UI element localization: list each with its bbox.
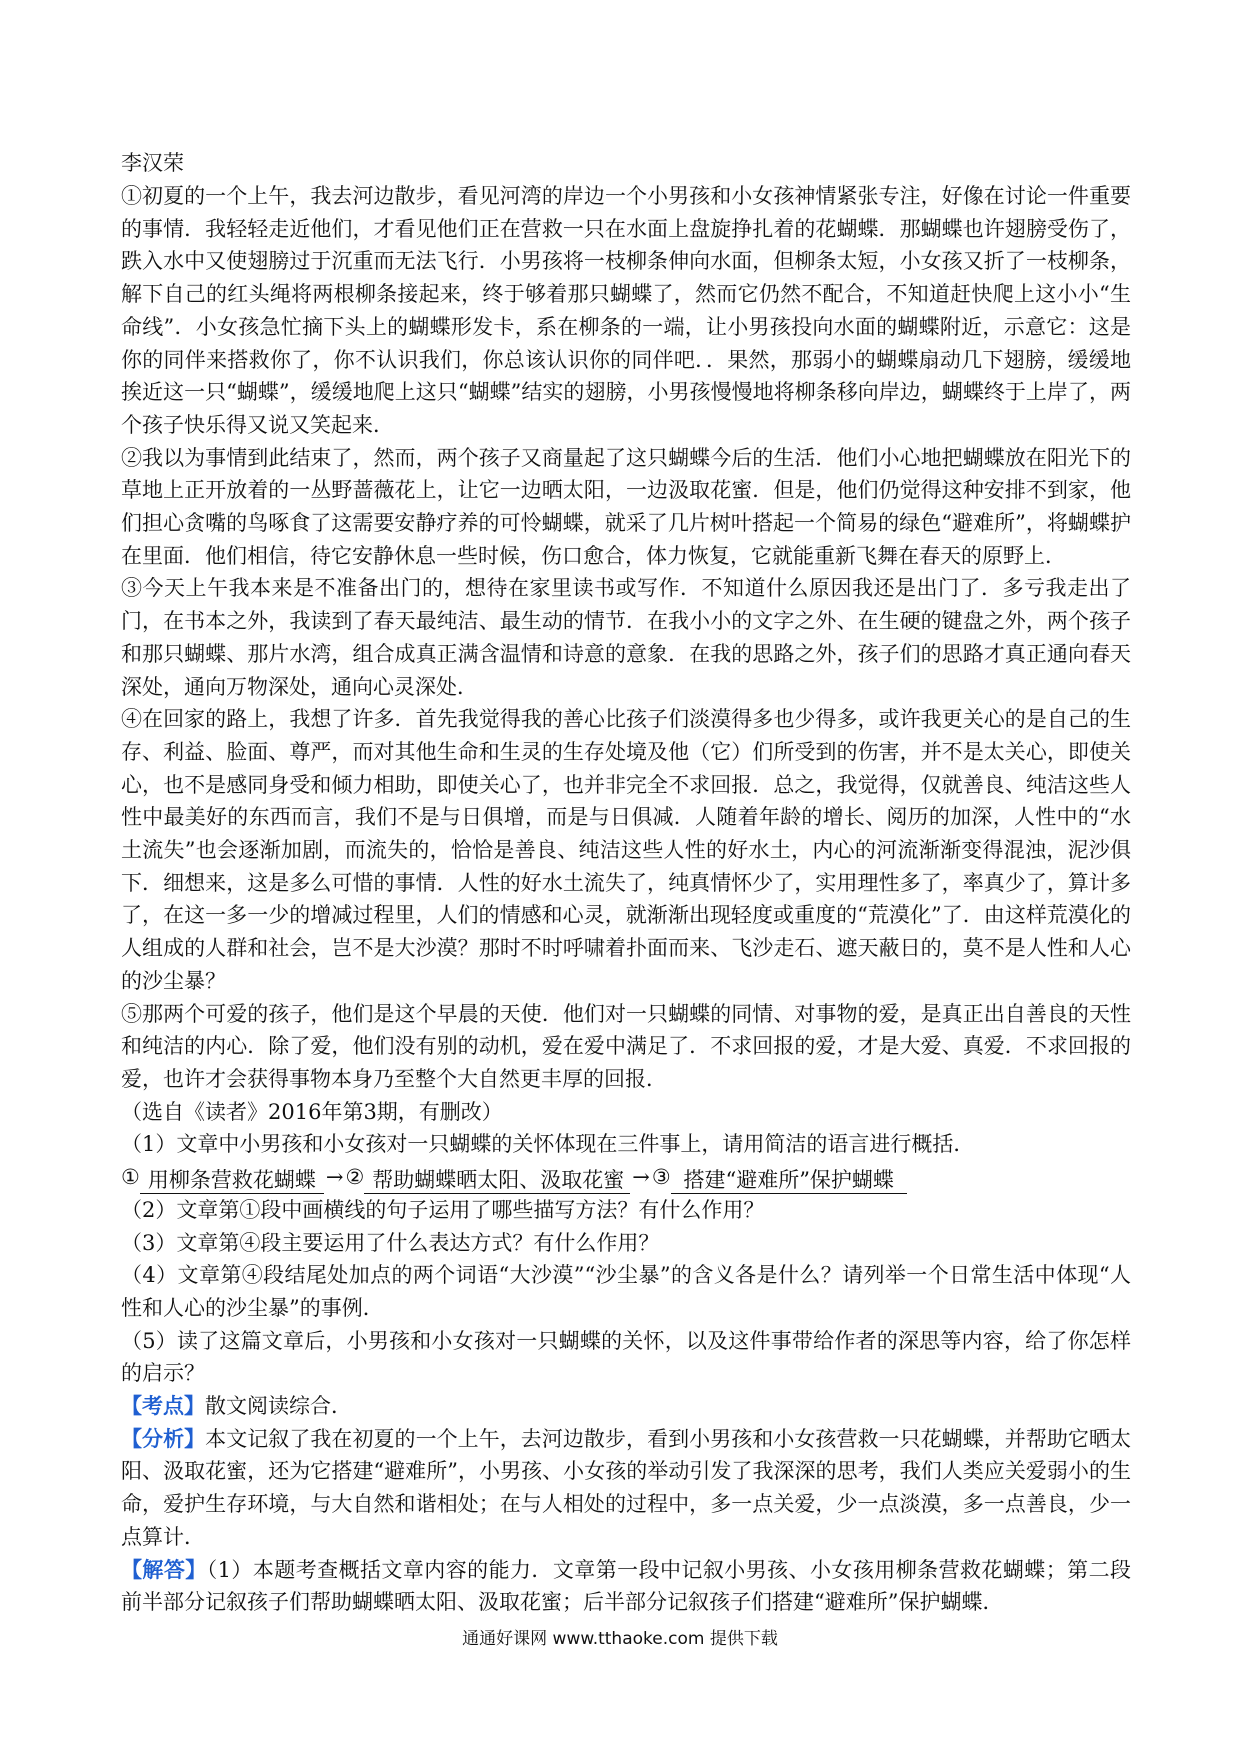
jieda-text: （1）本题考查概括文章内容的能力．文章第一段中记叙小男孩、小女孩用柳条营救花蝴蝶；第二段前半部分记叙孩子们帮助蝴蝶晒太阳、汲取花蜜；后半部分记叙孩子们搭建“避难所”保护蝴蝶．	[121, 1557, 1132, 1615]
fenxi-tag: 【分析】	[121, 1425, 206, 1451]
kaodian-tag: 【考点】	[121, 1393, 205, 1419]
page-footer: 通通好课网 www.tthaoke.com 提供下载	[462, 1629, 778, 1649]
fenxi-section	[121, 1423, 1131, 1554]
fenxi-text: 本文记叙了我在初夏的一个上午，去河边散步，看到小男孩和小女孩营救一只花蝴蝶，并帮助它晒太阳、汲取花蜜，还为它搭建“避难所”，小男孩、小女孩的举动引发了我深深的思考，我们人类应关爱弱小的生命，爱护生存环境，与大自然和谐相处；在与人相处的过程中，多一点关爱，少一点淡漠，多一点善良，少一点算计．	[121, 1426, 1131, 1549]
question-1: （1）文章中小男孩和小女孩对一只蝴蝶的关怀体现在三件事上，请用简洁的语言进行概括．	[121, 1132, 975, 1157]
source-note: （选自《读者》2016年第3期，有删改）	[121, 1099, 503, 1124]
arrow-icon: →	[632, 1165, 650, 1190]
jieda-tag: 【解答】	[121, 1556, 207, 1582]
question-5: （5）读了这篇文章后，小男孩和小女孩对一只蝴蝶的关怀，以及这件事带给作者的深思等内容，给了你怎样的启示？	[121, 1328, 1131, 1386]
answer-number-3: ③	[651, 1165, 671, 1190]
paragraph-2: ②我以为事情到此结束了，然而，两个孩子又商量起了这只蝴蝶今后的生活．他们小心地把蝴蝶放在阳光下的草地上正开放着的一丛野蔷薇花上，让它一边晒太阳，一边汲取花蜜．但是，他们仍觉得这种安排不到家，他们担心贪嘴的鸟啄食了这需要安静疗养的可怜蝴蝶，就采了几片树叶搭起一个简易的绿色“避难所”，将蝴蝶护在里面．他们相信，待它安静休息一些时候，伤口愈合，体力恢复，它就能重新飞舞在春天的原野上．	[121, 445, 1131, 568]
jieda-section	[121, 1554, 1131, 1619]
paragraph-3: ③今天上午我本来是不准备出门的，想待在家里读书或写作．不知道什么原因我还是出门了．多亏我走出了门，在书本之外，我读到了春天最纯洁、最生动的情节．在我小小的文字之外、在生硬的键盘之外，两个孩子和那只蝴蝶、那片水湾，组合成真正满含温情和诗意的意象．在我的思路之外，孩子们的思路才真正通向春天深处，通向万物深处，通向心灵深处．	[121, 576, 1131, 699]
answer-blank-1: 用柳条营救花蝴蝶	[140, 1167, 324, 1194]
document-body	[121, 148, 1131, 1619]
author-name: 李汉荣	[121, 151, 184, 175]
question-2: （2）文章第①段中画横线的句子运用了哪些描写方法？有什么作用？	[121, 1197, 765, 1222]
answer-row	[121, 1161, 1131, 1194]
answer-number-2: ②	[345, 1165, 365, 1190]
answer-blank-2: 帮助蝴蝶晒太阳、汲取花蜜	[364, 1167, 630, 1194]
arrow-icon: →	[325, 1165, 344, 1190]
paragraph-4: ④在回家的路上，我想了许多．首先我觉得我的善心比孩子们淡漠得多也少得多，或许我更关心的是自己的生存、利益、脸面、尊严，而对其他生命和生灵的生存处境及他（它）们所受到的伤害，并不是太关心，即使关心，也不是感同身受和倾力相助，即使关心了，也并非完全不求回报．总之，我觉得，仅就善良、纯洁这些人性中最美好的东西而言，我们不是与日俱增，而是与日俱减．人随着年龄的增长、阅历的加深，人性中的“水土流失”也会逐渐加剧，而流失的，恰恰是善良、纯洁这些人性的好水土，内心的河流渐渐变得混浊，泥沙俱下．细想来，这是多么可惜的事情．人性的好水土流失了，纯真情怀少了，实用理性多了，率真少了，算计多了，在这一多一少的增减过程里，人们的情感和心灵，就渐渐出现轻度或重度的“荒漠化”了．由这样荒漠化的人组成的人群和社会，岂不是大沙漠？那时不时呼啸着扑面而来、飞沙走石、遮天蔽日的，莫不是人性和人心的沙尘暴？	[121, 707, 1131, 993]
answer-blank-3: 搭建“避难所”保护蝴蝶	[671, 1167, 907, 1194]
question-4: （4）文章第④段结尾处加点的两个词语“大沙漠”“沙尘暴”的含义各是什么？请列举一个日常生活中体现“人性和人心的沙尘暴”的事例．	[121, 1263, 1131, 1320]
paragraph-5: ⑤那两个可爱的孩子，他们是这个早晨的天使．他们对一只蝴蝶的同情、对事物的爱，是真正出自善良的天性和纯洁的内心．除了爱，他们没有别的动机，爱在爱中满足了．不求回报的爱，才是大爱、真爱．不求回报的爱，也许才会获得事物本身乃至整个大自然更丰厚的回报．	[121, 1001, 1131, 1091]
kaodian-section	[121, 1390, 1131, 1423]
kaodian-text: 散文阅读综合．	[205, 1394, 352, 1419]
paragraph-1: ①初夏的一个上午，我去河边散步，看见河湾的岸边一个小男孩和小女孩神情紧张专注，好像在讨论一件重要的事情．我轻轻走近他们，才看见他们正在营救一只在水面上盘旋挣扎着的花蝴蝶．那蝴蝶也许翅膀受伤了，跌入水中又使翅膀过于沉重而无法飞行．小男孩将一枝柳条伸向水面，但柳条太短，小女孩又折了一枝柳条，解下自己的红头绳将两根柳条接起来，终于够着那只蝴蝶了，然而它仍然不配合，不知道赶快爬上这小小“生命线”．小女孩急忙摘下头上的蝴蝶形发卡，系在柳条的一端，让小男孩投向水面的蝴蝶附近，示意它：这是你的同伴来搭救你了，你不认识我们，你总该认识你的同伴吧．．果然，那弱小的蝴蝶扇动几下翅膀，缓缓地挨近这一只“蝴蝶”，缓缓地爬上这只“蝴蝶”结实的翅膀，小男孩慢慢地将柳条移向岸边，蝴蝶终于上岸了，两个孩子快乐得又说又笑起来．	[121, 184, 1131, 437]
question-3: （3）文章第④段主要运用了什么表达方式？有什么作用？	[121, 1230, 660, 1255]
answer-number-1: ①	[121, 1165, 140, 1190]
